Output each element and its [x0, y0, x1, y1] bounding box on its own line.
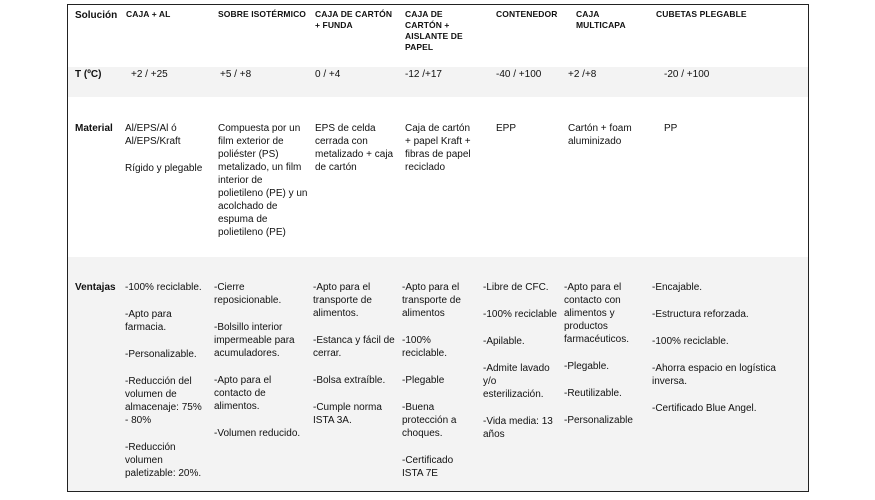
- column-header: CAJA DE CARTÓN + FUNDA: [315, 9, 393, 30]
- ventajas-cell: [313, 281, 397, 427]
- ventaja-item: -Personalizable.: [125, 349, 197, 360]
- temp-value: +2 /+8: [568, 69, 597, 80]
- ventaja-item: -Libre de CFC.: [483, 282, 549, 293]
- ventaja-item: -Plegable: [402, 375, 445, 386]
- ventajas-cell: [125, 281, 207, 480]
- column-header: SOBRE ISOTÉRMICO: [218, 9, 307, 19]
- comparison-table: [67, 4, 809, 492]
- column-header: CAJA + AL: [126, 9, 171, 19]
- material-line: Al/EPS/Al ó Al/EPS/Kraft: [125, 123, 181, 147]
- ventaja-item: -Buena protección a choques.: [402, 402, 457, 439]
- material-line: Compuesta por un film exterior de poliéster (PS) metalizado, un film interior de polietileno (PE) y un acolchado de espuma de polietileno (PE): [218, 123, 308, 238]
- column-header: CAJA MULTICAPA: [576, 9, 626, 30]
- ventaja-item: -Reducción del volumen de almacenaje: 75% - 80%: [125, 376, 202, 426]
- material-label: Material: [75, 123, 113, 134]
- ventaja-item: -Estructura reforzada.: [652, 309, 749, 320]
- temp-value: -40 / +100: [496, 69, 542, 80]
- ventaja-item: -100% reciclable.: [125, 282, 202, 293]
- ventaja-item: -Bolsa extraíble.: [313, 375, 386, 386]
- ventaja-item: -Plegable.: [564, 361, 610, 372]
- temp-value: +2 / +25: [131, 69, 168, 80]
- ventaja-item: -Encajable.: [652, 282, 703, 293]
- ventaja-item: -Cumple norma ISTA 3A.: [313, 402, 382, 426]
- ventajas-cell: [564, 281, 642, 427]
- ventaja-item: -Certificado ISTA 7E: [402, 455, 454, 479]
- material-cell: [218, 122, 310, 239]
- ventaja-item: -Apto para farmacia.: [125, 309, 172, 333]
- ventajas-cell: [402, 281, 474, 480]
- ventaja-item: -Reducción volumen paletizable: 20%.: [125, 442, 202, 479]
- ventaja-item: -Apto para el transporte de alimentos.: [313, 282, 372, 319]
- column-header: CUBETAS PLEGABLE: [656, 9, 747, 19]
- material-line: EPP: [496, 123, 517, 134]
- material-cell: [496, 122, 556, 135]
- ventaja-item: -Volumen reducido.: [214, 428, 301, 439]
- ventaja-item: -Apto para el contacto de alimentos.: [214, 375, 272, 412]
- material-line: EPS de celda cerrada con metalizado + caja de cartón: [315, 123, 394, 173]
- ventaja-item: -Apto para el transporte de alimentos: [402, 282, 461, 319]
- ventaja-item: -Cierre reposicionable.: [214, 282, 282, 306]
- ventaja-item: -100% reciclable.: [652, 336, 729, 347]
- ventajas-cell: [483, 281, 559, 441]
- header-label: Solución: [75, 10, 118, 21]
- temp-value: +5 / +8: [220, 69, 252, 80]
- material-line: PP: [664, 123, 678, 134]
- material-row: [68, 97, 808, 257]
- material-cell: [405, 122, 477, 174]
- ventaja-item: -Personalizable: [564, 415, 633, 426]
- ventaja-item: -Apilable.: [483, 336, 525, 347]
- material-line: Rígido y plegable: [125, 163, 203, 174]
- temp-label: T (ºC): [75, 69, 102, 80]
- temp-value: -20 / +100: [664, 69, 710, 80]
- ventaja-item: -Vida media: 13 años: [483, 416, 553, 440]
- column-header: CONTENEDOR: [496, 9, 558, 19]
- material-cell: [664, 122, 744, 135]
- column-header: CAJA DE CARTÓN + AISLANTE DE PAPEL: [405, 9, 463, 52]
- ventaja-item: -Reutilizable.: [564, 388, 622, 399]
- material-line: Cartón + foam aluminizado: [568, 123, 632, 147]
- ventajas-cell: [652, 281, 777, 415]
- ventaja-item: -100% reciclable: [483, 309, 557, 320]
- material-cell: [125, 122, 205, 175]
- ventaja-item: -Apto para el contacto con alimentos y productos farmacéuticos.: [564, 282, 630, 345]
- temp-value: -12 /+17: [405, 69, 442, 80]
- temp-value: 0 / +4: [315, 69, 341, 80]
- ventaja-item: -Certificado Blue Angel.: [652, 403, 757, 414]
- ventajas-label: Ventajas: [75, 282, 116, 293]
- material-line: Caja de cartón + papel Kraft + fibras de papel reciclado: [405, 123, 471, 173]
- material-cell: [568, 122, 648, 148]
- ventaja-item: -Bolsillo interior impermeable para acumuladores.: [214, 322, 295, 359]
- ventaja-item: -Admite lavado y/o esterilización.: [483, 363, 550, 400]
- ventaja-item: -Ahorra espacio en logística inversa.: [652, 363, 776, 387]
- ventajas-cell: [214, 281, 304, 440]
- ventaja-item: -Estanca y fácil de cerrar.: [313, 335, 395, 359]
- ventaja-item: -100% reciclable.: [402, 335, 448, 359]
- material-cell: [315, 122, 397, 174]
